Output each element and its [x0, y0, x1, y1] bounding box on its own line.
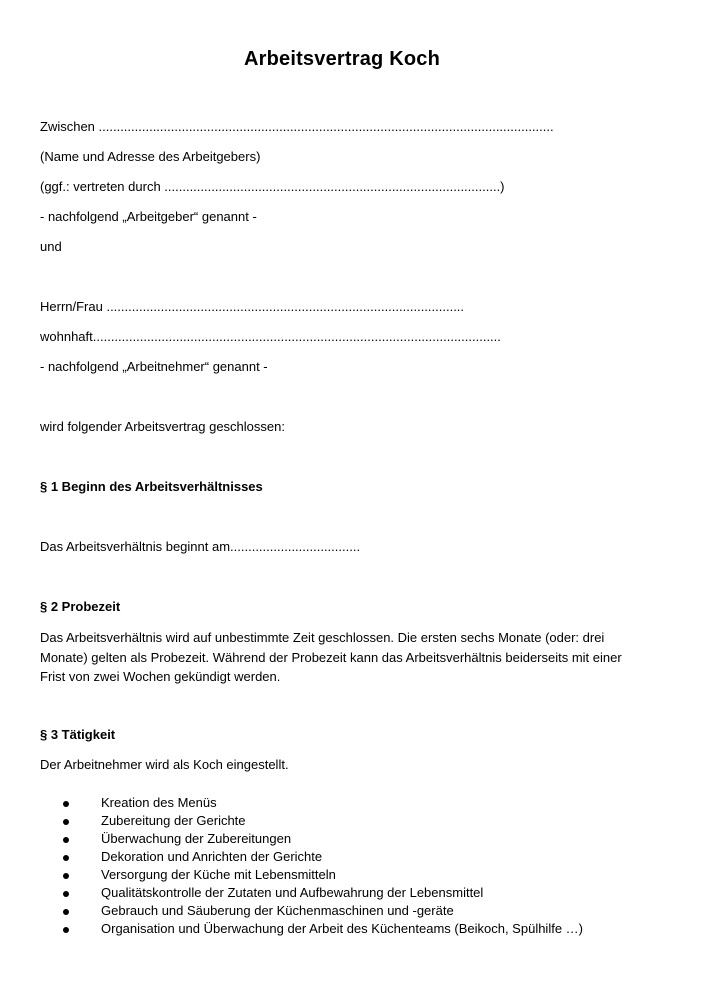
- bullet-icon: [63, 855, 69, 861]
- and-text: und: [40, 239, 62, 254]
- zwischen-line: Zwischen ..............................................................................................................................: [40, 119, 554, 134]
- bullet-icon: [63, 927, 69, 933]
- section-1-text: Das Arbeitsverhältnis beginnt am....................................: [40, 539, 361, 554]
- bullet-icon: [63, 801, 69, 807]
- contract-concluded-text: wird folgender Arbeitsvertrag geschlossen:: [40, 419, 285, 434]
- document-title: Arbeitsvertrag Koch: [243, 48, 441, 70]
- section-3-intro: Der Arbeitnehmer wird als Koch eingestellt.: [40, 757, 289, 772]
- employer-designation: - nachfolgend „Arbeitgeber“ genannt -: [40, 209, 257, 224]
- bullet-icon: [63, 837, 69, 843]
- bullet-icon: [63, 891, 69, 897]
- employee-designation: - nachfolgend „Arbeitnehmer“ genannt -: [40, 359, 268, 374]
- document-page: Arbeitsvertrag Koch Zwischen .............................................................................................................................. (Name und Adresse des Arbeitgebers) (ggf.: vertreten durch .............................................................................................) - nachfolgend „Arbeitgeber“ genannt - und Herrn/Frau ................................................................................................... wohnhaft................................................................................................................. - nachfolgend „Arbeitnehmer“ genannt - wird folgender Arbeitsvertrag geschlossen: § 1 Beginn des Arbeitsverhältnisses Das Arbeitsverhältnis beginnt am.................................... § 2 Probezeit Das Arbeitsverhältnis wird auf unbestimmte Zeit geschlossen. Die ersten sechs Monate (oder: drei Monate) gelten als Probezeit. Während der Probezeit kann das Arbeitsverhältnis beiderseits mit einer Frist von zwei Wochen gekündigt werden. § 3 Tätigkeit Der Arbeitnehmer wird als Koch eingestellt. Kreation des Menüs Zubereitung der Gerichte Überwachung der Zubereitungen Dekoration und Anrichten der Gerichte Versorgung der Küche mit Lebensmitteln Qualitätskontrolle der Zutaten und Aufbewahrung der Lebensmittel Gebrauch und Säuberung der Küchenmaschinen und -geräte Organisation und Überwachung der Arbeit des Küchenteams (Beikoch, Spülhilfe …): [0, 0, 703, 1005]
- represented-by-line: (ggf.: vertreten durch .............................................................................................): [40, 179, 505, 194]
- employer-name-address-note: (Name und Adresse des Arbeitgebers): [40, 149, 261, 164]
- residence-line: wohnhaft.................................................................................................................: [40, 329, 501, 344]
- section-3-heading: § 3 Tätigkeit: [40, 727, 116, 742]
- section-2-text: Das Arbeitsverhältnis wird auf unbestimmte Zeit geschlossen. Die ersten sechs Monate (oder: drei Monate) gelten als Probezeit. Während der Probezeit kann das Arbeitsverhältnis beiderseits mit einer Frist von zwei Wochen gekündigt werden.: [40, 630, 622, 684]
- bullet-icon: [63, 873, 69, 879]
- section-2-heading: § 2 Probezeit: [40, 599, 121, 614]
- bullet-icon: [63, 819, 69, 825]
- bullet-icon: [63, 909, 69, 915]
- section-1-heading: § 1 Beginn des Arbeitsverhältnisses: [40, 479, 263, 494]
- employee-name-line: Herrn/Frau ...................................................................................................: [40, 299, 465, 314]
